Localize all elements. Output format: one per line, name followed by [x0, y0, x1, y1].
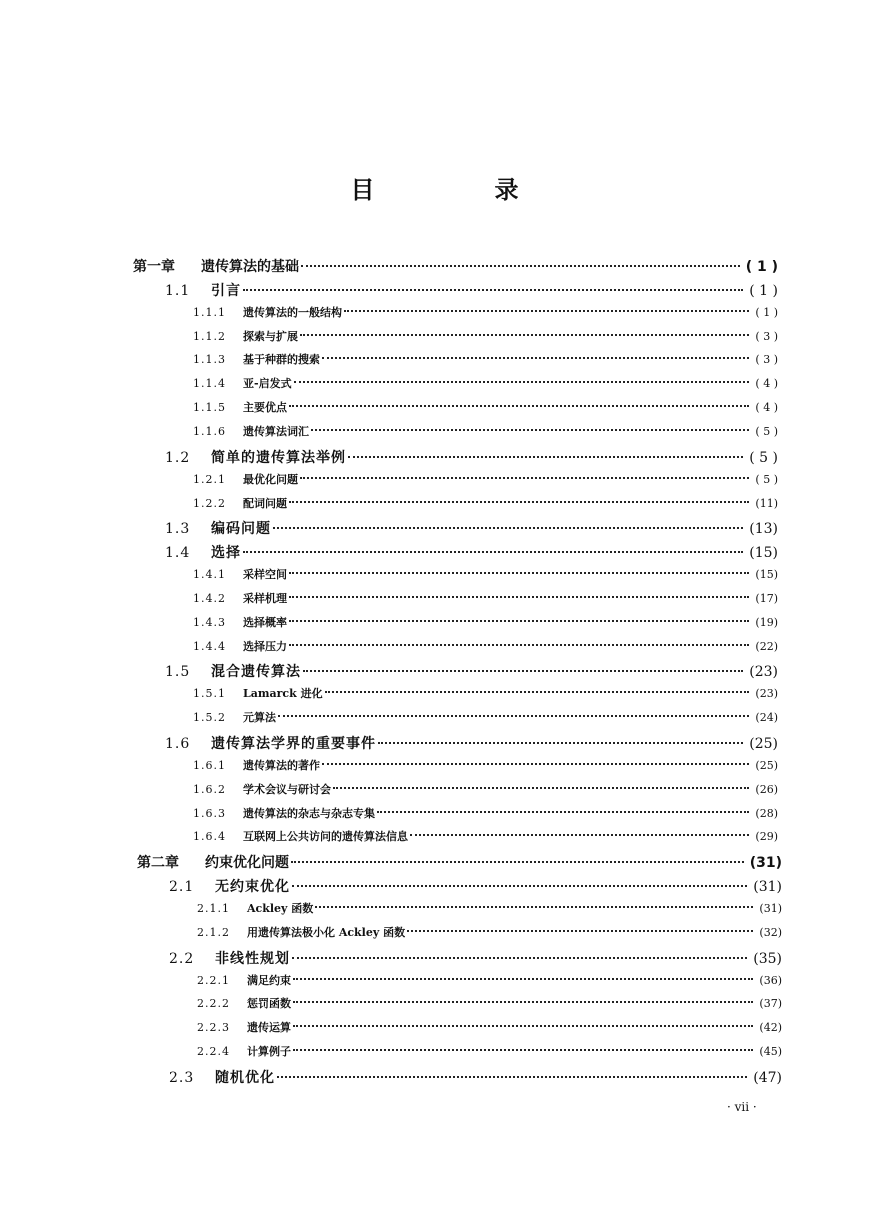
- toc-entry-title: 遗传算法的著作: [243, 758, 320, 772]
- toc-chapter-entry: [133, 256, 778, 276]
- toc-entry-page: ( 1 ): [749, 282, 778, 299]
- toc-subsection-entry: [193, 566, 778, 582]
- toc-subsection-entry: [193, 471, 778, 487]
- toc-entry-page: (24): [755, 711, 778, 725]
- toc-entry-page: ( 4 ): [755, 401, 778, 415]
- toc-entry-number: 第二章: [137, 855, 179, 872]
- toc-subsection-entry: [193, 375, 778, 391]
- toc-entry-title: 互联网上公共访问的遗传算法信息: [243, 830, 408, 844]
- toc-entry-page: (45): [759, 1045, 782, 1059]
- toc-entry-number: 1.1.4: [193, 377, 226, 391]
- toc-entry-page: (11): [755, 496, 778, 510]
- dot-leader: [277, 1076, 747, 1078]
- toc-subsection-entry: [197, 972, 782, 988]
- toc-subsection-entry: [193, 351, 778, 367]
- toc-entry-number: 1.4.4: [193, 639, 226, 653]
- toc-entry-title: 编码问题: [211, 521, 271, 538]
- toc-subsection-entry: [197, 1043, 782, 1059]
- toc-entry-title: 探索与扩展: [243, 329, 298, 343]
- toc-entry-title: 无约束优化: [215, 879, 290, 896]
- dot-leader: [322, 357, 749, 359]
- toc-entry-page: ( 1 ): [755, 305, 778, 319]
- toc-entry-page: (28): [755, 806, 778, 820]
- toc-entry-number: 1.4: [165, 545, 191, 562]
- dot-leader: [289, 644, 749, 646]
- toc-entry-title: 计算例子: [247, 1045, 291, 1059]
- toc-entry-title: 遗传算法词汇: [243, 424, 309, 438]
- toc-entry-number: 2.2.3: [197, 1021, 230, 1035]
- toc-entry-title: 非线性规划: [215, 950, 290, 967]
- toc-entry-number: 2.2.2: [197, 997, 230, 1011]
- toc-entry-page: (15): [749, 545, 778, 562]
- toc-entry-page: ( 3 ): [755, 353, 778, 367]
- toc-subsection-entry: [193, 304, 778, 320]
- dot-leader: [291, 861, 744, 863]
- toc-section-entry: [169, 876, 782, 896]
- dot-leader: [311, 429, 749, 431]
- toc-entry-number: 1.6.3: [193, 806, 226, 820]
- dot-leader: [294, 381, 750, 383]
- toc-subsection-entry: [193, 685, 778, 701]
- toc-entry-number: 1.3: [165, 521, 191, 538]
- toc-entry-page: (25): [755, 758, 778, 772]
- toc-subsection-entry: [197, 900, 782, 916]
- toc-entry-title: 采样机理: [243, 591, 287, 605]
- toc-entry-page: (31): [749, 855, 782, 872]
- toc-entry-title: 选择概率: [243, 615, 287, 629]
- toc-subsection-entry: [197, 1019, 782, 1035]
- toc-entry-title: 遗传算法的一般结构: [243, 305, 342, 319]
- toc-subsection-entry: [193, 328, 778, 344]
- toc-entry-number: 1.6.4: [193, 830, 226, 844]
- toc-entry-number: 2.1.1: [197, 901, 230, 915]
- toc-entry-number: 1.5: [165, 664, 191, 681]
- toc-entry-page: (31): [759, 901, 782, 915]
- toc-entry-title: Ackley 函数: [247, 901, 314, 915]
- toc-entry-page: (32): [759, 925, 782, 939]
- dot-leader: [377, 811, 749, 813]
- dot-leader: [289, 596, 749, 598]
- dot-leader: [292, 957, 747, 959]
- toc-entry-page: (36): [759, 973, 782, 987]
- toc-entry-page: ( 4 ): [755, 377, 778, 391]
- toc-entry-page: (35): [753, 950, 782, 967]
- toc-entry-title: 学术会议与研讨会: [243, 782, 331, 796]
- dot-leader: [289, 620, 749, 622]
- dot-leader: [273, 527, 743, 529]
- toc-entry-title: 引言: [211, 282, 241, 299]
- toc-entry-page: (23): [749, 664, 778, 681]
- toc-entry-number: 1.6.1: [193, 758, 226, 772]
- toc-entry-title: Lamarck 进化: [243, 687, 323, 701]
- dot-leader: [303, 670, 743, 672]
- toc-entry-number: 1.1.5: [193, 401, 226, 415]
- dot-leader: [378, 742, 743, 744]
- toc-entry-number: 1.4.3: [193, 615, 226, 629]
- toc-section-entry: [165, 661, 778, 681]
- dot-leader: [348, 456, 743, 458]
- toc-entry-number: 1.2.1: [193, 472, 226, 486]
- toc-subsection-entry: [197, 995, 782, 1011]
- toc-entry-title: 最优化问题: [243, 472, 298, 486]
- toc-entry-page: (25): [749, 736, 778, 752]
- page-number-footer: · vii ·: [727, 1100, 757, 1114]
- toc-entry-title: 遗传算法的杂志与杂志专集: [243, 806, 375, 820]
- toc-entry-title: 元算法: [243, 711, 276, 725]
- toc-entry-title: 配词问题: [243, 496, 287, 510]
- toc-entry-page: (47): [753, 1069, 782, 1086]
- toc-subsection-entry: [197, 924, 782, 940]
- toc-entry-number: 1.4.2: [193, 591, 226, 605]
- toc-entry-number: 1.2.2: [193, 496, 226, 510]
- toc-entry-title: 混合遗传算法: [211, 664, 301, 681]
- toc-entry-title: 遗传算法学界的重要事件: [211, 736, 376, 752]
- dot-leader: [410, 834, 749, 836]
- toc-entry-title: 选择压力: [243, 639, 287, 653]
- toc-entry-number: 2.2.1: [197, 973, 230, 987]
- dot-leader: [301, 265, 740, 267]
- page-title: 目 录: [350, 176, 567, 204]
- dot-leader: [278, 715, 749, 717]
- toc-section-entry: [165, 518, 778, 538]
- toc-entry-number: 2.1: [169, 879, 195, 896]
- toc-entry-number: 1.5.2: [193, 711, 226, 725]
- toc-entry-title: 惩罚函数: [247, 997, 291, 1011]
- toc-entry-title: 遗传运算: [247, 1021, 291, 1035]
- toc-subsection-entry: [193, 495, 778, 511]
- toc-entry-number: 1.4.1: [193, 568, 226, 582]
- toc-entry-page: ( 5 ): [755, 472, 778, 486]
- toc-entry-number: 2.1.2: [197, 925, 230, 939]
- toc-entry-title: 遗传算法的基础: [201, 259, 299, 275]
- toc-section-entry: [169, 948, 782, 968]
- toc-entry-page: (37): [759, 997, 782, 1011]
- toc-subsection-entry: [193, 399, 778, 415]
- toc-entry-title: 随机优化: [215, 1069, 275, 1086]
- toc-entry-title: 用遗传算法极小化 Ackley 函数: [247, 925, 406, 939]
- toc-chapter-entry: [137, 852, 782, 872]
- toc-entry-title: 选择: [211, 545, 241, 562]
- toc-entry-page: (31): [753, 879, 782, 896]
- dot-leader: [243, 289, 743, 291]
- toc-entry-number: 1.6: [165, 736, 191, 752]
- toc-entry-title: 简单的遗传算法举例: [211, 449, 346, 466]
- dot-leader: [289, 501, 749, 503]
- toc-subsection-entry: [193, 828, 778, 844]
- toc-entry-title: 主要优点: [243, 401, 287, 415]
- toc-subsection-entry: [193, 590, 778, 606]
- toc-entry-number: 2.2: [169, 950, 195, 967]
- toc-entry-page: (17): [755, 591, 778, 605]
- toc-entry-page: (42): [759, 1021, 782, 1035]
- dot-leader: [293, 1049, 753, 1051]
- dot-leader: [325, 691, 750, 693]
- dot-leader: [300, 334, 749, 336]
- toc-subsection-entry: [193, 805, 778, 821]
- toc-entry-title: 基于种群的搜索: [243, 353, 320, 367]
- toc-entry-title: 满足约束: [247, 973, 291, 987]
- toc-entry-page: (19): [755, 615, 778, 629]
- toc-subsection-entry: [193, 638, 778, 654]
- dot-leader: [407, 930, 753, 932]
- toc-subsection-entry: [193, 781, 778, 797]
- dot-leader: [333, 787, 749, 789]
- toc-section-entry: [165, 733, 778, 753]
- toc-entry-title: 约束优化问题: [205, 855, 289, 872]
- dot-leader: [292, 885, 747, 887]
- toc-subsection-entry: [193, 709, 778, 725]
- toc-entry-number: 1.1: [165, 282, 191, 299]
- toc-entry-page: ( 3 ): [755, 329, 778, 343]
- toc-entry-title: 亚-启发式: [243, 377, 292, 391]
- dot-leader: [300, 477, 749, 479]
- toc-entry-number: 1.6.2: [193, 782, 226, 796]
- dot-leader: [293, 978, 753, 980]
- toc-entry-page: (22): [755, 639, 778, 653]
- dot-leader: [243, 551, 743, 553]
- toc-entry-page: (13): [749, 521, 778, 538]
- toc-entry-number: 1.2: [165, 449, 191, 466]
- toc-subsection-entry: [193, 757, 778, 773]
- dot-leader: [344, 310, 749, 312]
- toc-subsection-entry: [193, 423, 778, 439]
- dot-leader: [289, 572, 749, 574]
- toc-entry-page: (29): [755, 830, 778, 844]
- toc-entry-number: 2.2.4: [197, 1045, 230, 1059]
- toc-entry-page: ( 5 ): [749, 449, 778, 466]
- toc-entry-number: 第一章: [133, 259, 175, 275]
- toc-entry-title: 采样空间: [243, 568, 287, 582]
- toc-section-entry: [165, 542, 778, 562]
- dot-leader: [293, 1001, 753, 1003]
- toc-entry-page: (15): [755, 568, 778, 582]
- dot-leader: [322, 763, 749, 765]
- toc-entry-page: (23): [755, 687, 778, 701]
- toc-section-entry: [165, 447, 778, 467]
- toc-entry-page: ( 5 ): [755, 424, 778, 438]
- toc-entry-number: 1.1.3: [193, 353, 226, 367]
- toc-subsection-entry: [193, 614, 778, 630]
- toc-section-entry: [165, 280, 778, 300]
- toc-entry-number: 1.1.6: [193, 424, 226, 438]
- dot-leader: [289, 405, 749, 407]
- toc-section-entry: [169, 1067, 782, 1087]
- toc-entry-page: (26): [755, 782, 778, 796]
- dot-leader: [293, 1025, 753, 1027]
- toc-entry-page: ( 1 ): [745, 259, 778, 275]
- toc-entry-number: 1.5.1: [193, 687, 226, 701]
- toc-entry-number: 2.3: [169, 1069, 195, 1086]
- toc-entry-number: 1.1.2: [193, 329, 226, 343]
- toc-entry-number: 1.1.1: [193, 305, 226, 319]
- dot-leader: [315, 906, 753, 908]
